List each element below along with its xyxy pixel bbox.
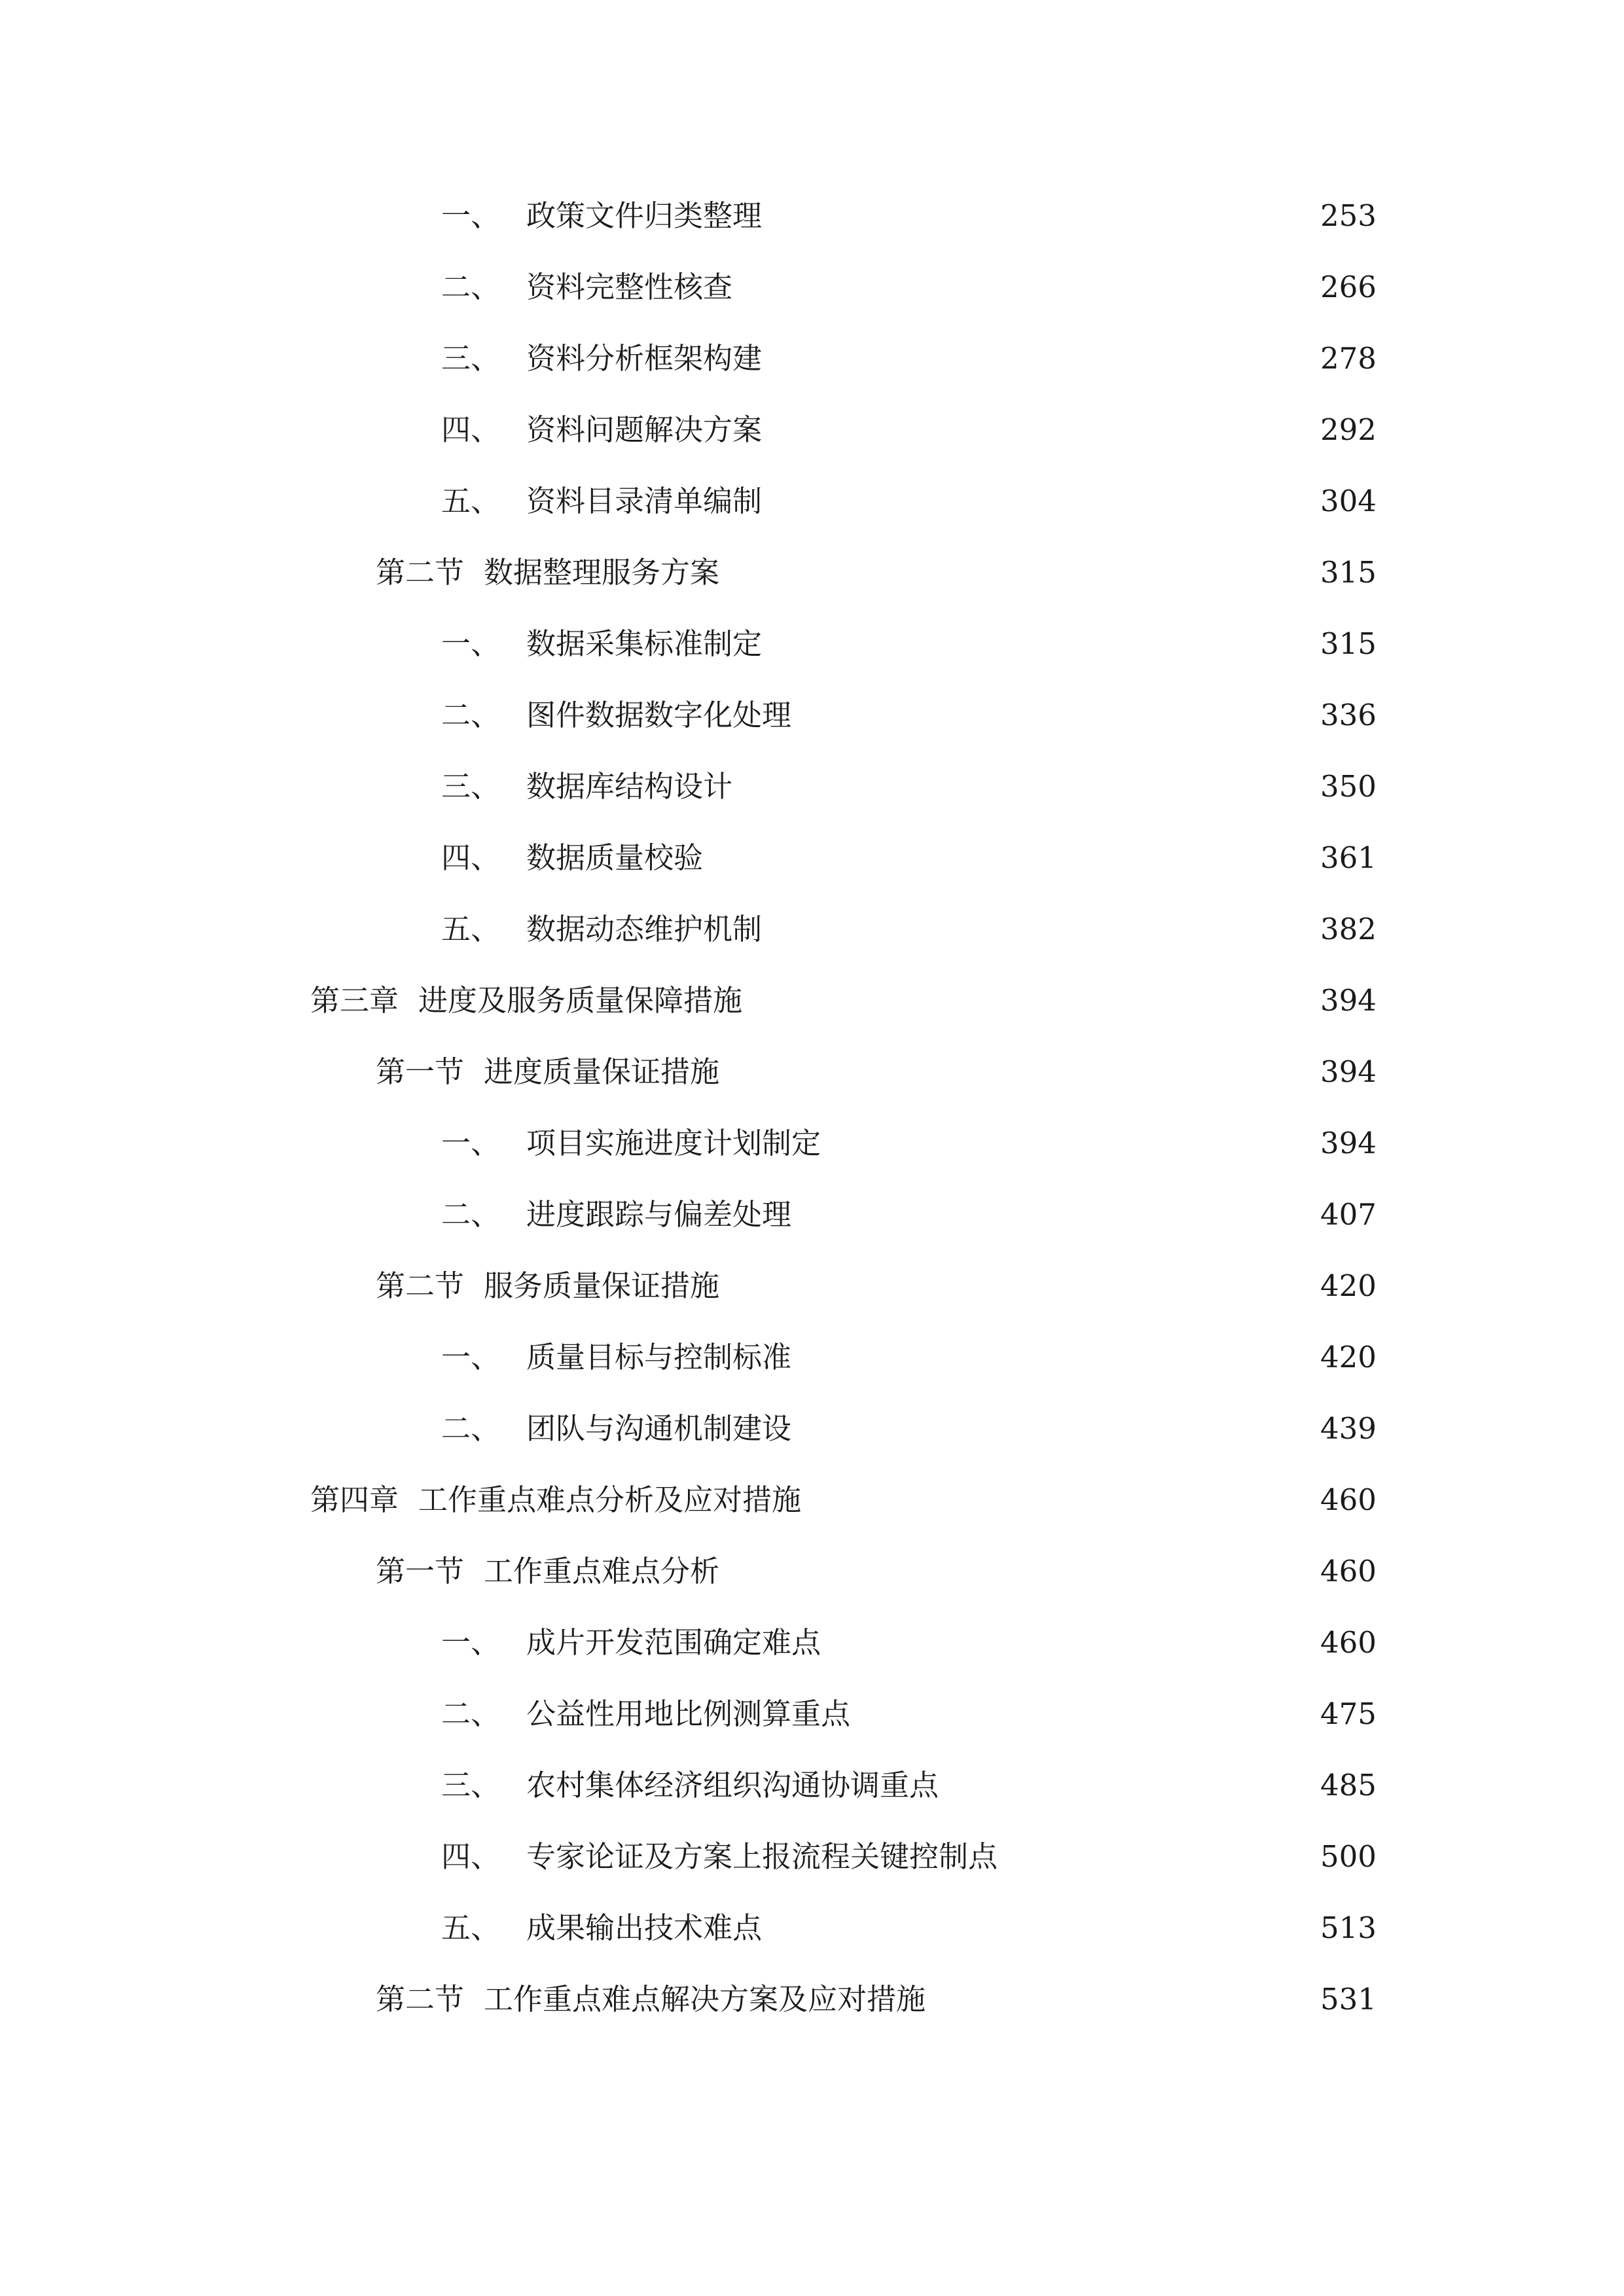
dot-leader [710,835,1311,881]
toc-entry[interactable] [441,1834,1377,1880]
dot-leader [768,478,1311,524]
toc-entry-number: 五、 [441,1910,501,1945]
toc-entry-page: 460 [1320,1625,1377,1660]
toc-entry[interactable] [441,336,1377,382]
toc-entry-number: 一、 [441,1625,501,1660]
toc-entry-number: 第四章 [310,1482,399,1517]
toc-entry-number: 五、 [441,484,501,518]
toc-entry[interactable] [441,264,1377,310]
toc-entry[interactable] [441,478,1377,524]
toc-entry-title: 进度跟踪与偏差处理 [526,1197,792,1232]
toc-entry-title: 成果输出技术难点 [526,1910,763,1945]
toc-entry[interactable] [376,1977,1377,2022]
toc-entry-number: 四、 [441,840,501,875]
toc-entry-title: 工作重点难点分析 [484,1554,720,1588]
toc-entry-title: 进度及服务质量保障措施 [418,983,743,1018]
toc-entry[interactable] [441,906,1377,952]
toc-entry-page: 394 [1320,1126,1377,1160]
toc-entry-page: 531 [1320,1982,1377,2017]
dot-leader [726,1549,1311,1594]
dot-leader [798,1192,1311,1238]
toc-entry-number: 二、 [441,1411,501,1446]
toc-entry[interactable] [441,621,1377,667]
toc-entry-title: 团队与沟通机制建设 [526,1411,792,1446]
toc-entry[interactable] [310,978,1377,1024]
dot-leader [945,1763,1311,1808]
toc-entry-title: 资料目录清单编制 [526,484,763,518]
dot-leader [726,550,1311,596]
toc-entry-number: 五、 [441,912,501,946]
toc-entry-number: 一、 [441,1340,501,1374]
toc-entry[interactable] [441,764,1377,810]
toc-entry-title: 资料问题解决方案 [526,412,763,447]
dot-leader [932,1977,1311,2022]
dot-leader [739,264,1311,310]
toc-entry-title: 专家论证及方案上报流程关键控制点 [526,1839,998,1874]
toc-entry-page: 315 [1320,626,1377,661]
toc-entry-number: 四、 [441,412,501,447]
toc-entry-page: 500 [1320,1839,1377,1874]
toc-entry[interactable] [441,1905,1377,1951]
toc-entry-title: 质量目标与控制标准 [526,1340,792,1374]
toc-entry-number: 一、 [441,1126,501,1160]
toc-entry[interactable] [376,1549,1377,1594]
dot-leader [798,1406,1311,1452]
toc-entry-number: 第二节 [376,1268,465,1303]
toc-entry-page: 475 [1320,1696,1377,1731]
toc-entry-number: 第二节 [376,1982,465,2017]
toc-entry-number: 四、 [441,1839,501,1874]
toc-entry[interactable] [441,1763,1377,1808]
dot-leader [768,336,1311,382]
toc-entry[interactable] [441,1406,1377,1452]
toc-entry-number: 一、 [441,198,501,233]
dot-leader [798,1335,1311,1380]
toc-entry-page: 460 [1320,1482,1377,1517]
toc-entry-page: 420 [1320,1268,1377,1303]
toc-entry-page: 407 [1320,1197,1377,1232]
toc-entry-page: 513 [1320,1910,1377,1945]
dot-leader [768,906,1311,952]
toc-entry-title: 数据整理服务方案 [484,555,720,590]
toc-entry[interactable] [441,1620,1377,1666]
toc-entry[interactable] [441,193,1377,239]
dot-leader [827,1121,1311,1166]
toc-entry-title: 政策文件归类整理 [526,198,763,233]
toc-entry-title: 工作重点难点分析及应对措施 [418,1482,802,1517]
dot-leader [857,1691,1311,1737]
toc-entry-page: 382 [1320,912,1377,946]
dot-leader [726,1049,1311,1095]
toc-entry[interactable] [376,550,1377,596]
toc-entry-title: 数据动态维护机制 [526,912,763,946]
dot-leader [798,692,1311,738]
toc-entry-number: 二、 [441,1197,501,1232]
toc-entry-number: 二、 [441,270,501,304]
toc-entry-page: 394 [1320,1054,1377,1089]
toc-entry-page: 253 [1320,198,1377,233]
dot-leader [726,1263,1311,1309]
toc-entry-title: 图件数据数字化处理 [526,698,792,732]
toc-entry-page: 485 [1320,1768,1377,1803]
toc-entry[interactable] [441,1121,1377,1166]
dot-leader [749,978,1311,1024]
toc-entry-page: 315 [1320,555,1377,590]
toc-entry-number: 第三章 [310,983,399,1018]
toc-entry-title: 服务质量保证措施 [484,1268,720,1303]
toc-entry-page: 350 [1320,769,1377,804]
toc-entry-title: 资料分析框架构建 [526,341,763,376]
toc-entry-page: 336 [1320,698,1377,732]
toc-entry-page: 361 [1320,840,1377,875]
toc-entry-title: 数据采集标准制定 [526,626,763,661]
toc-entry-number: 三、 [441,1768,501,1803]
toc-entry-page: 292 [1320,412,1377,447]
toc-entry-title: 进度质量保证措施 [484,1054,720,1089]
toc-entry[interactable] [441,1691,1377,1737]
toc-entry-number: 第二节 [376,555,465,590]
toc-entry-page: 304 [1320,484,1377,518]
toc-entry[interactable] [441,1335,1377,1380]
toc-entry-title: 数据质量校验 [526,840,704,875]
toc-entry-number: 二、 [441,1696,501,1731]
toc-entry-page: 278 [1320,341,1377,376]
toc-entry-number: 二、 [441,698,501,732]
toc-entry[interactable] [441,1192,1377,1238]
toc-entry-number: 三、 [441,769,501,804]
toc-entry[interactable] [376,1263,1377,1309]
toc-entry[interactable] [441,835,1377,881]
dot-leader [827,1620,1311,1666]
toc-entry[interactable] [441,407,1377,453]
toc-entry-number: 第一节 [376,1554,465,1588]
toc-entry-page: 394 [1320,983,1377,1018]
dot-leader [768,193,1311,239]
toc-entry-title: 农村集体经济组织沟通协调重点 [526,1768,939,1803]
toc-entry-number: 第一节 [376,1054,465,1089]
dot-leader [768,621,1311,667]
toc-entry-title: 项目实施进度计划制定 [526,1126,821,1160]
dot-leader [768,1905,1311,1951]
toc-entry-title: 数据库结构设计 [526,769,733,804]
toc-entry-title: 资料完整性核查 [526,270,733,304]
toc-entry-title: 工作重点难点解决方案及应对措施 [484,1982,926,2017]
toc-entry-page: 439 [1320,1411,1377,1446]
toc-entry-number: 一、 [441,626,501,661]
toc-entry-page: 460 [1320,1554,1377,1588]
toc-entry-title: 公益性用地比例测算重点 [526,1696,851,1731]
dot-leader [768,407,1311,453]
toc-entry[interactable] [441,692,1377,738]
toc-entry-title: 成片开发范围确定难点 [526,1625,821,1660]
dot-leader [1004,1834,1311,1880]
dot-leader [808,1477,1311,1523]
dot-leader [739,764,1311,810]
toc-entry-page: 420 [1320,1340,1377,1374]
toc-entry[interactable] [310,1477,1377,1523]
toc-entry-page: 266 [1320,270,1377,304]
toc-entry-number: 三、 [441,341,501,376]
toc-entry[interactable] [376,1049,1377,1095]
